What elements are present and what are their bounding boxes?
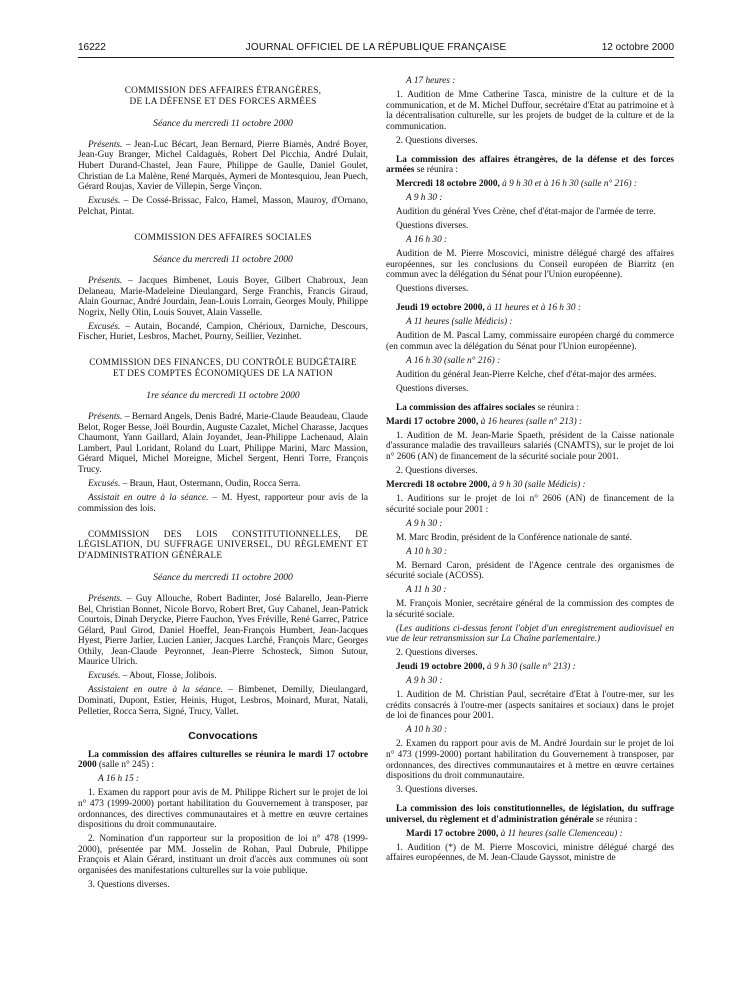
agenda-item: 1. Audition de Mme Catherine Tasca, ministre de la culture et de la communication, et de M. Michel Duffour, secrétaire d'Etat au patrimoine et à la décentralisation culturelle, sur les projets de budget de la culture et de la communication. [386,89,674,132]
date-rest: à 11 heures et à 16 h 30 : [484,303,581,314]
convocation-intro-bold: La commission des affaires étrangères, de la défense et des forces armées [386,154,674,176]
time-heading [386,76,674,87]
presents-list: – Jacques Bimbenet, Louis Boyer, Gilbert Chabroux, Jean Delaneau, Marie-Madeleine Dieulangard, Serge Franchis, Francis Giraud, Alain Gournac, André Jourdain, Jean-Louis Lorrain, Georges Mouly, Philippe Nogrix, Nelly Olin, Louis Souvet, Alain Vasselle. [78,275,368,318]
agenda-item: 2. Questions diverses. [396,466,478,477]
date-heading [386,417,674,428]
date-heading [386,829,674,840]
time-label: A 17 heures : [406,76,456,86]
presents-label: Présents. [88,593,123,604]
assistaient-paragraph [78,685,368,717]
seance-heading: 1re séance du mercredi 11 octobre 2000 [146,390,300,402]
excuses-label: Excusés. [88,196,121,207]
date-bold: Mercredi 18 octobre 2000, [386,480,490,491]
time-label: A 11 h 30 : [406,585,447,596]
excuses-list: – De Cossé-Brissac, Falco, Hamel, Masson, Mauroy, d'Ornano, Pelchat, Pintat. [78,196,368,217]
date-rest: à 16 heures (salle n° 213) : [478,416,583,427]
commission-title-line: DE LA DÉFENSE ET DES FORCES ARMÉES [129,96,317,107]
agenda-item: Audition du général Yves Crène, chef d'état-major de l'armée de terre. [396,207,656,218]
time-heading [386,547,674,558]
excuses-label: Excusés. [88,671,121,682]
date-bold: Mardi 17 octobre 2000, [406,828,499,839]
convocation-intro-rest: (salle n° 245) : [96,760,155,771]
agenda-item: 2. Questions diverses. [396,135,478,146]
date-heading [386,303,674,314]
assistait-paragraph [78,493,368,514]
excuses-label: Excusés. [88,478,121,489]
commission-title: COMMISSION DES AFFAIRES SOCIALES [134,232,312,243]
convocations-heading: Convocations [188,730,258,743]
seance-heading: Séance du mercredi 11 octobre 2000 [153,254,293,266]
assistaient-text: – Bimbenet, Demilly, Dieulangard, Dominati, Dupont, Estier, Heinis, Hugot, Lesbros, Moinard, Murat, Natali, Pelletier, Rocca Serra, Signé, Trucy, Vallet. [78,685,368,717]
convocation-intro-rest: se réunira : [414,165,459,176]
commission-title [78,358,368,379]
presents-list: – Jean-Luc Bécart, Jean Bernard, Pierre Biarnès, André Boyer, Jean-Guy Branger, Michel Caldaguès, Robert Del Picchia, André Dulait, Hubert Durand-Chastel, Jean Faure, Philippe de Gaulle, Daniel Goulet, Christian de La Malène, René Marquès, Aymeri de Montesquiou, Jean Puech, Gérard Roujas, Xavier de Villepin, Serge Vinçon. [78,139,368,193]
seance-heading: Séance du mercredi 11 octobre 2000 [153,118,293,130]
assistait-text: – M. Hyest, rapporteur pour avis de la commission des lois. [78,492,369,514]
presents-paragraph [78,276,368,318]
page-number: 16222 [78,42,106,53]
date-rest: à 11 heures (salle Clemenceau) : [498,828,623,839]
agenda-item: Audition du général Jean-Pierre Kelche, chef d'état-major des armées. [396,369,657,380]
convocation-intro [386,403,674,414]
time-heading [386,725,674,736]
agenda-item: 2. Questions diverses. [396,648,478,659]
left-column [78,86,368,894]
agenda-item: 3. Questions diverses. [88,879,170,890]
time-heading [386,519,674,530]
agenda-item: Audition de M. Pierre Moscovici, ministre délégué chargé des affaires européennes, sur les conclusions du Conseil européen de Biarritz (en commun avec la délégation du Sénat pour l'Union européenne). [386,249,674,281]
presents-list: – Bernard Angels, Denis Badré, Marie-Claude Beaudeau, Claude Belot, Roger Besse, Joël Bourdin, Auguste Cazalet, Michel Charasse, Jacques Chaumont, Yann Gaillard, Alain Joyandet, Jean-Philippe Lachenaud, Alain Lambert, Paul Loridant, Roland du Luart, Philippe Marini, Marc Massion, Gérard Miquel, Michel Moreigne, Michel Sergent, Henri Torre, François Trucy. [78,412,368,475]
time-label: A 16 h 15 : [98,774,140,785]
presents-paragraph [78,140,368,193]
date-bold: Mercredi 18 octobre 2000, [396,179,500,190]
agenda-item: M. François Monier, secrétaire général de la commission des comptes de la sécurité sociale. [386,599,674,620]
time-heading [386,193,674,204]
presents-paragraph [78,594,368,668]
agenda-item: 1. Audition de M. Jean-Marie Spaeth, président de la Caisse nationale d'assurance maladie des travailleurs salariés (CNAMTS), sur le projet de loi n° 2606 (AN) de financement de la sécurité sociale pour 2001. [386,430,674,463]
agenda-item: 2. Examen du rapport pour avis de M. André Jourdain sur le projet de loi n° 473 (1999-2000) portant habilitation du Gouvernement à transposer, par ordonnances, des directives communautaires et à mettre en œuvre certaines dispositions du droit communautaire. [386,739,674,782]
convocation-intro-bold: La commission des affaires sociales [396,402,536,413]
commission-title [78,86,368,107]
excuses-list: – Autain, Bocandé, Campion, Chérioux, Darniche, Descours, Fischer, Huriet, Lesbros, Machet, Pourny, Seillier, Vezinhet. [78,321,368,343]
header-rule [78,57,674,58]
time-heading [386,356,674,367]
right-column [386,76,674,867]
agenda-item: M. Bernard Caron, président de l'Agence centrale des organismes de sécurité sociale (ACOSS). [386,560,674,582]
assistait-label: Assistait en outre à la séance. [88,492,209,503]
agenda-item: 1. Audition (*) de M. Pierre Moscovici, ministre délégué chargé des affaires européennes, de M. Jean-Claude Gayssot, ministre de [386,842,674,864]
date-rest: à 9 h 30 et à 16 h 30 (salle n° 216) : [499,179,638,190]
agenda-item: Questions diverses. [396,221,469,232]
convocation-intro-bold: La commission des affaires culturelles se réunira le mardi 17 octobre 2000 [78,749,368,771]
date-bold: Jeudi 19 octobre 2000, [396,662,485,673]
time-label: A 9 h 30 : [406,193,443,204]
presents-label: Présents. [88,275,123,286]
excuses-paragraph [78,196,368,217]
presents-label: Présents. [88,139,123,150]
agenda-item: 1. Audition de M. Christian Paul, secrétaire d'Etat à l'outre-mer, sur les crédits consacrés à l'outre-mer (aspects sanitaires et sociaux) dans le projet de loi de finances pour 2001. [386,690,674,722]
excuses-list: – About, Flosse, Jolibois. [120,671,217,682]
date-rest: à 9 h 30 (salle Médicis) : [489,480,586,491]
time-label: A 9 h 30 : [406,518,443,529]
assistaient-label: Assistaient en outre à la séance. [88,685,223,696]
convocation-intro-rest: se réunira : [593,814,638,825]
commission-title-line: COMMISSION DES FINANCES, DU CONTRÔLE BUDGÉTAIRE [89,358,357,369]
excuses-paragraph [78,479,368,490]
time-heading [386,676,674,687]
agenda-item: 2. Nomination d'un rapporteur sur la proposition de loi n° 478 (1999-2000), présentée par MM. Josselin de Rohan, Paul Dubrule, Philippe François et Alain Gérard, instituant un droit d'accès aux communes où sont organisées des manifestations culturelles sur la voie publique. [78,834,368,876]
presents-list: – Guy Allouche, Robert Badinter, José Balarello, Jean-Pierre Bel, Christian Bonnet, Nicole Borvo, Robert Bret, Guy Cabanel, Jean-Patrick Courtois, Dinah Derycke, Pierre Fauchon, Yves Fréville, René Garrec, Patrice Gélard, Paul Girod, Daniel Hoeffel, Jean-François Humbert, Jean-Jacques Hyest, Pierre Jarlier, Lucien Lanier, Jacques Larché, François Marc, Georges Othily, Jean-Claude Peyronnet, Jean-Pierre Schosteck, Simon Sutour, Maurice Ulrich. [78,593,368,668]
excuses-paragraph [78,322,368,343]
time-label: A 10 h 30 : [406,725,448,736]
date-heading [386,480,674,491]
broadcast-note: (Les auditions ci-dessus feront l'objet d'un enregistrement audiovisuel en vue de leur retransmission sur La Chaîne parlementaire.) [386,623,674,645]
agenda-item: 3. Questions diverses. [396,785,478,796]
date-heading [386,179,674,190]
convocation-intro-rest: se réunira : [535,402,579,413]
excuses-label: Excusés. [88,321,121,332]
agenda-item: M. Marc Brodin, président de la Conférence nationale de santé. [396,532,632,543]
time-label: A 10 h 30 : [406,546,448,557]
commission-title-line: ET DES COMPTES ÉCONOMIQUES DE LA NATION [113,368,333,379]
issue-date: 12 octobre 2000 [601,42,674,53]
date-bold: Mardi 17 octobre 2000, [386,416,479,427]
time-heading [386,585,674,596]
time-label: A 9 h 30 : [406,676,443,687]
date-heading [386,662,674,673]
journal-title: JOURNAL OFFICIEL DE LA RÉPUBLIQUE FRANÇAISE [245,42,507,53]
time-heading [386,235,674,246]
excuses-paragraph [78,671,368,682]
convocation-intro-bold: La commission des lois constitutionnelles, de législation, du suffrage universel, du règlement et d'administration générale [386,804,674,825]
convocation-intro [386,155,674,176]
time-label: A 11 heures (salle Médicis) : [406,317,513,328]
date-rest: à 9 h 30 (salle n° 213) : [484,662,576,673]
convocation-intro [78,750,368,771]
time-heading [78,774,368,785]
agenda-item: Questions diverses. [396,284,469,295]
seance-heading: Séance du mercredi 11 octobre 2000 [153,572,293,584]
commission-title-line: COMMISSION DES AFFAIRES ÉTRANGÈRES, [124,86,322,96]
excuses-list: – Braun, Haut, Ostermann, Oudin, Rocca Serra. [120,478,301,489]
convocation-intro [386,804,674,825]
page-header [78,42,674,56]
agenda-item: 1. Auditions sur le projet de loi n° 2606 (AN) de financement de la sécurité sociale pour 2001 : [386,494,674,515]
agenda-item: 1. Examen du rapport pour avis de M. Philippe Richert sur le projet de loi n° 473 (1999-2000) portant habilitation du Gouvernement à transposer, par ordonnances, des directives communautaires et à mettre en œuvre certaines dispositions du droit communautaire. [78,788,368,831]
presents-paragraph [78,412,368,476]
time-label: A 16 h 30 : [406,235,448,246]
time-label: A 16 h 30 (salle n° 216) : [406,355,501,366]
time-heading [386,317,674,328]
date-bold: Jeudi 19 octobre 2000, [396,303,485,314]
agenda-item: Audition de M. Pascal Lamy, commissaire européen chargé du commerce (en commun avec la délégation du Sénat pour l'Union européenne). [386,331,674,352]
agenda-item: Questions diverses. [396,383,469,394]
commission-title: COMMISSION DES LOIS CONSTITUTIONNELLES, DE LÉGISLATION, DU SUFFRAGE UNIVERSEL, DU RÈGLEMENT ET D'ADMINISTRATION GÉNÉRALE [78,529,368,561]
presents-label: Présents. [88,412,123,423]
